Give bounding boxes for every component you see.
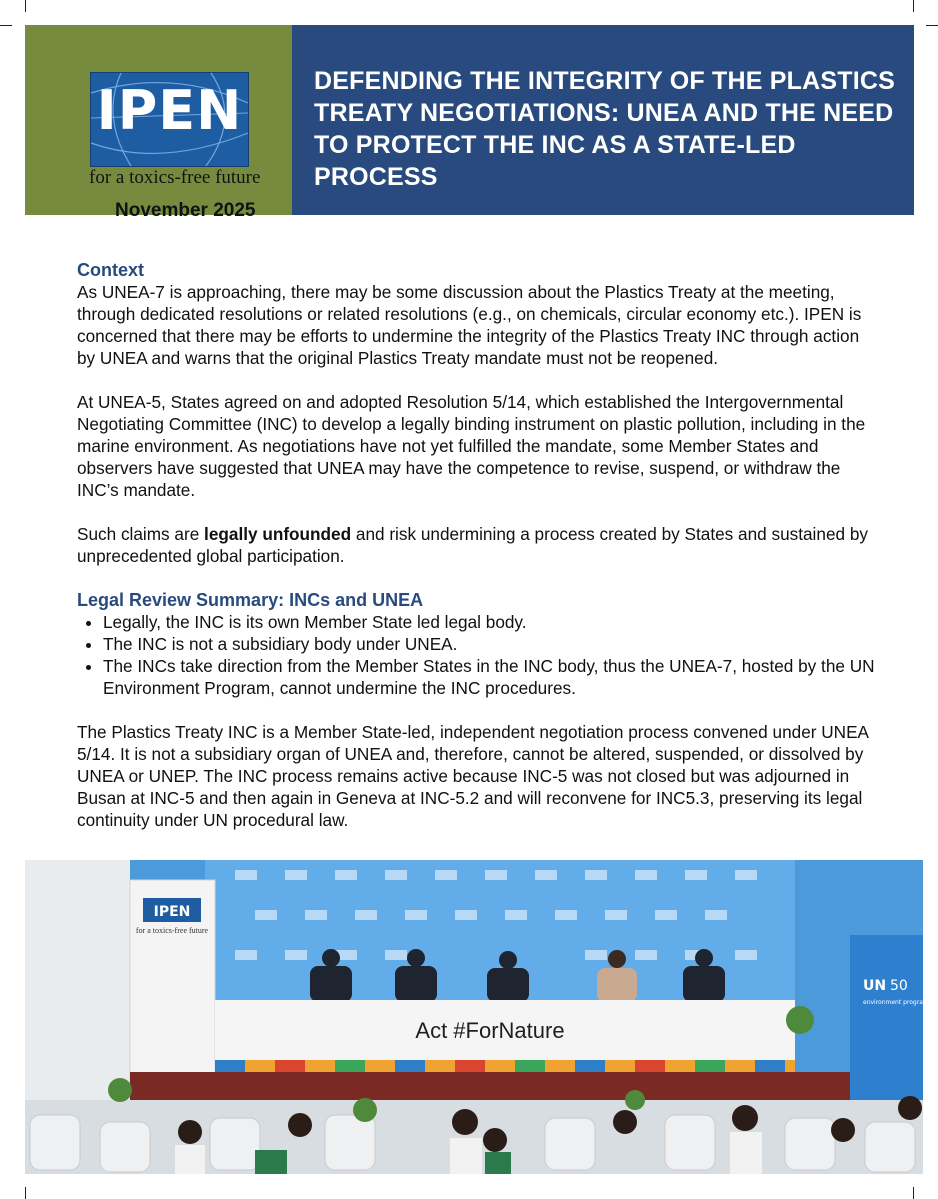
un-number: 50 — [890, 978, 908, 994]
legally-unfounded-emphasis: legally unfounded — [204, 524, 352, 544]
list-item: • The INC is not a subsidiary body under UNEA. — [103, 633, 877, 655]
un-subtitle: environment programme — [863, 999, 938, 1006]
crop-mark — [0, 25, 12, 26]
legal-review-paragraph: The Plastics Treaty INC is a Member State-led, independent negotiation process convened under UNEA 5/14. It is not a subsidiary organ of UNEA and, therefore, cannot be altered, suspended, or dissolved by UNEA or UNEP. The INC process remains active because INC-5 was not closed but was adjourned in Busan at INC-5 and then again in Geneva at INC-5.2 and will reconvene for INC5.3, preserving its legal continuity under UN procedural law. — [77, 722, 869, 830]
legal-review-heading: Legal Review Summary: INCs and UNEA — [77, 590, 424, 610]
header-green-panel — [25, 25, 292, 221]
un-mark: UN — [863, 978, 887, 994]
banner-tagline: for a toxics-free future — [135, 926, 209, 935]
crop-mark — [926, 25, 938, 26]
header-blue-panel — [292, 25, 914, 215]
conference-photo — [25, 860, 938, 1174]
legal-review-list — [77, 611, 877, 699]
logo-text: IPEN — [96, 79, 243, 142]
document-title: DEFENDING THE INTEGRITY OF THE PLASTICS TREATY NEGOTIATIONS: UNEA AND THE NEED TO PROTECT THE INC AS A STATE-LED PROCESS — [314, 67, 895, 191]
list-item: • Legally, the INC is its own Member State led legal body. — [103, 611, 877, 633]
claims-text-start: Such claims are — [77, 524, 205, 544]
context-paragraph-2: At UNEA-5, States agreed on and adopted Resolution 5/14, which established the Intergovernmental Negotiating Committee (INC) to develop a legally binding instrument on plastic pollution, including in the marine environment. As negotiations have not yet fulfilled the mandate, some Member States and observers have suggested that UNEA may have the competence to revise, suspend, or withdraw the INC’s mandate. — [77, 392, 866, 500]
logo-tagline: for a toxics-free future — [89, 167, 261, 188]
main-content — [77, 259, 877, 831]
banner-slogan: Act #ForNature — [415, 1018, 565, 1043]
crop-mark — [913, 0, 914, 12]
crop-mark — [913, 1187, 914, 1199]
list-item: • The INCs take direction from the Member States in the INC body, thus the UNEA-7, hosted by the UN Environment Program, cannot undermine the INC procedures. — [103, 655, 877, 699]
context-heading: Context — [77, 260, 144, 280]
publication-date: November 2025 — [115, 200, 256, 221]
crop-mark — [25, 1187, 26, 1199]
crop-mark — [25, 0, 26, 12]
context-paragraph-1: As UNEA-7 is approaching, there may be some discussion about the Plastics Treaty at the meeting, through dedicated resolutions or related resolutions (e.g., on chemicals, circular economy etc.). IPEN is concerned that there may be efforts to undermine the integrity of the Plastics Treaty INC through action by UNEA and warns that the original Plastics Treaty mandate must not be reopened. — [77, 282, 862, 368]
claims-text-end: and risk undermining a process created by States and sustained by unprecedented global participation. — [77, 524, 868, 566]
conference-scene-image — [25, 860, 938, 1174]
context-paragraph-3 — [77, 523, 877, 567]
ipen-logo — [90, 72, 249, 167]
banner-logo-text: IPEN — [153, 904, 191, 920]
